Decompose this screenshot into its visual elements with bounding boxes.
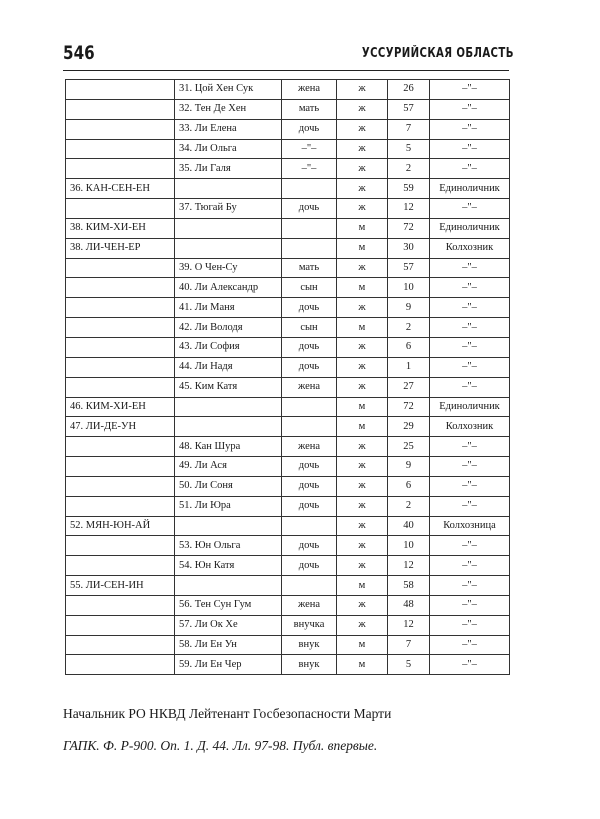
age-cell: 2	[388, 318, 430, 338]
age-cell: 48	[388, 595, 430, 615]
household-head-cell	[66, 318, 175, 338]
household-head-cell	[66, 476, 175, 496]
table-row	[66, 655, 510, 675]
member-name-cell: 35. Ли Галя	[175, 159, 282, 179]
table-row	[66, 556, 510, 576]
family-roster-table	[65, 79, 510, 675]
table-row	[66, 179, 510, 199]
member-name-cell	[175, 516, 282, 536]
relation-cell: мать	[282, 258, 337, 278]
household-head-cell: 55. ЛИ-СЕН-ИН	[66, 576, 175, 596]
relation-cell	[282, 218, 337, 238]
table-row	[66, 417, 510, 437]
member-name-cell	[175, 218, 282, 238]
header-rule	[63, 70, 509, 71]
household-head-cell	[66, 337, 175, 357]
table-row	[66, 476, 510, 496]
age-cell: 12	[388, 199, 430, 219]
relation-cell	[282, 516, 337, 536]
occupation-cell: –"–	[430, 536, 510, 556]
relation-cell: сын	[282, 318, 337, 338]
table-row	[66, 119, 510, 139]
relation-cell: –"–	[282, 159, 337, 179]
sex-cell: ж	[337, 595, 388, 615]
table-row	[66, 80, 510, 100]
age-cell: 30	[388, 238, 430, 258]
age-cell: 58	[388, 576, 430, 596]
member-name-cell	[175, 179, 282, 199]
household-head-cell	[66, 258, 175, 278]
age-cell: 57	[388, 99, 430, 119]
table-row	[66, 159, 510, 179]
occupation-cell: –"–	[430, 258, 510, 278]
household-head-cell	[66, 159, 175, 179]
sex-cell: ж	[337, 496, 388, 516]
age-cell: 5	[388, 139, 430, 159]
occupation-cell: –"–	[430, 159, 510, 179]
running-title: УССУРИЙСКАЯ ОБЛАСТЬ	[362, 46, 514, 61]
table-row	[66, 318, 510, 338]
occupation-cell: –"–	[430, 139, 510, 159]
member-name-cell: 56. Тен Сун Гум	[175, 595, 282, 615]
relation-cell: дочь	[282, 556, 337, 576]
member-name-cell: 59. Ли Ен Чер	[175, 655, 282, 675]
occupation-cell: –"–	[430, 199, 510, 219]
sex-cell: ж	[337, 615, 388, 635]
relation-cell: дочь	[282, 357, 337, 377]
relation-cell: внучка	[282, 615, 337, 635]
age-cell: 1	[388, 357, 430, 377]
member-name-cell: 51. Ли Юра	[175, 496, 282, 516]
signature-line: Начальник РО НКВД Лейтенант Госбезопасности Марти	[63, 706, 392, 721]
occupation-cell: –"–	[430, 635, 510, 655]
sex-cell: м	[337, 655, 388, 675]
sex-cell: м	[337, 576, 388, 596]
table-row	[66, 337, 510, 357]
table-row	[66, 238, 510, 258]
household-head-cell	[66, 119, 175, 139]
sex-cell: ж	[337, 199, 388, 219]
sex-cell: ж	[337, 516, 388, 536]
age-cell: 27	[388, 377, 430, 397]
table-body	[66, 80, 510, 675]
sex-cell: ж	[337, 536, 388, 556]
relation-cell: жена	[282, 80, 337, 100]
member-name-cell: 53. Юн Ольга	[175, 536, 282, 556]
household-head-cell	[66, 99, 175, 119]
household-head-cell	[66, 139, 175, 159]
household-head-cell: 46. КИМ-ХИ-ЕН	[66, 397, 175, 417]
member-name-cell: 34. Ли Ольга	[175, 139, 282, 159]
age-cell: 10	[388, 536, 430, 556]
age-cell: 6	[388, 337, 430, 357]
sex-cell: м	[337, 238, 388, 258]
sex-cell: ж	[337, 377, 388, 397]
relation-cell	[282, 179, 337, 199]
sex-cell: ж	[337, 457, 388, 477]
household-head-cell: 47. ЛИ-ДЕ-УН	[66, 417, 175, 437]
table-row	[66, 199, 510, 219]
occupation-cell: –"–	[430, 377, 510, 397]
occupation-cell: –"–	[430, 576, 510, 596]
table-row	[66, 615, 510, 635]
member-name-cell	[175, 238, 282, 258]
sex-cell: ж	[337, 437, 388, 457]
relation-cell: жена	[282, 595, 337, 615]
relation-cell: дочь	[282, 457, 337, 477]
sex-cell: м	[337, 278, 388, 298]
member-name-cell: 43. Ли София	[175, 337, 282, 357]
occupation-cell: –"–	[430, 318, 510, 338]
occupation-cell: Единоличник	[430, 179, 510, 199]
table-row	[66, 437, 510, 457]
age-cell: 72	[388, 397, 430, 417]
relation-cell: дочь	[282, 298, 337, 318]
relation-cell: дочь	[282, 119, 337, 139]
source-citation: ГАПК. Ф. Р-900. Оп. 1. Д. 44. Лл. 97-98. Публ. впервые.	[63, 738, 378, 753]
sex-cell: ж	[337, 298, 388, 318]
member-name-cell: 41. Ли Маня	[175, 298, 282, 318]
member-name-cell: 44. Ли Надя	[175, 357, 282, 377]
age-cell: 25	[388, 437, 430, 457]
member-name-cell: 39. О Чен-Су	[175, 258, 282, 278]
member-name-cell: 32. Тен Де Хен	[175, 99, 282, 119]
table-row	[66, 99, 510, 119]
occupation-cell: –"–	[430, 476, 510, 496]
household-head-cell	[66, 357, 175, 377]
member-name-cell: 40. Ли Александр	[175, 278, 282, 298]
table-row	[66, 635, 510, 655]
household-head-cell	[66, 615, 175, 635]
sex-cell: ж	[337, 119, 388, 139]
relation-cell	[282, 238, 337, 258]
sex-cell: ж	[337, 337, 388, 357]
member-name-cell: 42. Ли Володя	[175, 318, 282, 338]
occupation-cell: –"–	[430, 278, 510, 298]
age-cell: 2	[388, 159, 430, 179]
age-cell: 9	[388, 457, 430, 477]
table-row	[66, 139, 510, 159]
household-head-cell	[66, 556, 175, 576]
relation-cell: внук	[282, 635, 337, 655]
age-cell: 72	[388, 218, 430, 238]
sex-cell: ж	[337, 159, 388, 179]
relation-cell	[282, 397, 337, 417]
occupation-cell: Колхозница	[430, 516, 510, 536]
household-head-cell: 38. КИМ-ХИ-ЕН	[66, 218, 175, 238]
relation-cell: –"–	[282, 139, 337, 159]
age-cell: 7	[388, 635, 430, 655]
household-head-cell: 38. ЛИ-ЧЕН-ЕР	[66, 238, 175, 258]
relation-cell: внук	[282, 655, 337, 675]
age-cell: 12	[388, 615, 430, 635]
relation-cell	[282, 417, 337, 437]
relation-cell: дочь	[282, 337, 337, 357]
member-name-cell: 50. Ли Соня	[175, 476, 282, 496]
table-row	[66, 357, 510, 377]
relation-cell: жена	[282, 377, 337, 397]
occupation-cell: –"–	[430, 496, 510, 516]
member-name-cell: 45. Ким Катя	[175, 377, 282, 397]
relation-cell: сын	[282, 278, 337, 298]
household-head-cell	[66, 298, 175, 318]
member-name-cell: 54. Юн Катя	[175, 556, 282, 576]
age-cell: 9	[388, 298, 430, 318]
household-head-cell	[66, 199, 175, 219]
occupation-cell: –"–	[430, 80, 510, 100]
sex-cell: м	[337, 397, 388, 417]
sex-cell: ж	[337, 258, 388, 278]
age-cell: 26	[388, 80, 430, 100]
occupation-cell: Колхозник	[430, 238, 510, 258]
member-name-cell: 33. Ли Елена	[175, 119, 282, 139]
sex-cell: ж	[337, 99, 388, 119]
age-cell: 7	[388, 119, 430, 139]
sex-cell: м	[337, 318, 388, 338]
household-head-cell	[66, 80, 175, 100]
member-name-cell: 31. Цой Хен Сук	[175, 80, 282, 100]
sex-cell: м	[337, 218, 388, 238]
relation-cell: жена	[282, 437, 337, 457]
table-row	[66, 536, 510, 556]
member-name-cell: 57. Ли Ок Хе	[175, 615, 282, 635]
member-name-cell: 49. Ли Ася	[175, 457, 282, 477]
household-head-cell	[66, 457, 175, 477]
table-row	[66, 377, 510, 397]
member-name-cell: 48. Кан Шура	[175, 437, 282, 457]
sex-cell: ж	[337, 80, 388, 100]
occupation-cell: –"–	[430, 595, 510, 615]
member-name-cell	[175, 417, 282, 437]
occupation-cell: –"–	[430, 337, 510, 357]
sex-cell: ж	[337, 357, 388, 377]
table-row	[66, 278, 510, 298]
occupation-cell: –"–	[430, 357, 510, 377]
household-head-cell	[66, 496, 175, 516]
occupation-cell: Единоличник	[430, 218, 510, 238]
table-row	[66, 496, 510, 516]
occupation-cell: –"–	[430, 556, 510, 576]
occupation-cell: Колхозник	[430, 417, 510, 437]
occupation-cell: –"–	[430, 298, 510, 318]
table-row	[66, 258, 510, 278]
sex-cell: ж	[337, 139, 388, 159]
relation-cell: мать	[282, 99, 337, 119]
occupation-cell: –"–	[430, 615, 510, 635]
occupation-cell: –"–	[430, 119, 510, 139]
household-head-cell	[66, 595, 175, 615]
occupation-cell: –"–	[430, 655, 510, 675]
age-cell: 2	[388, 496, 430, 516]
member-name-cell	[175, 397, 282, 417]
household-head-cell	[66, 635, 175, 655]
age-cell: 12	[388, 556, 430, 576]
table-row	[66, 218, 510, 238]
table-row	[66, 397, 510, 417]
household-head-cell: 36. КАН-СЕН-ЕН	[66, 179, 175, 199]
age-cell: 40	[388, 516, 430, 536]
relation-cell	[282, 576, 337, 596]
sex-cell: ж	[337, 179, 388, 199]
member-name-cell: 37. Тюгай Бу	[175, 199, 282, 219]
page-number: 546	[63, 42, 95, 64]
member-name-cell: 58. Ли Ен Ун	[175, 635, 282, 655]
relation-cell: дочь	[282, 536, 337, 556]
age-cell: 5	[388, 655, 430, 675]
sex-cell: м	[337, 635, 388, 655]
household-head-cell: 52. МЯН-ЮН-АЙ	[66, 516, 175, 536]
household-head-cell	[66, 437, 175, 457]
occupation-cell: Единоличник	[430, 397, 510, 417]
household-head-cell	[66, 536, 175, 556]
age-cell: 29	[388, 417, 430, 437]
age-cell: 6	[388, 476, 430, 496]
occupation-cell: –"–	[430, 437, 510, 457]
sex-cell: м	[337, 417, 388, 437]
household-head-cell	[66, 278, 175, 298]
age-cell: 10	[388, 278, 430, 298]
age-cell: 59	[388, 179, 430, 199]
sex-cell: ж	[337, 476, 388, 496]
table-row	[66, 516, 510, 536]
relation-cell: дочь	[282, 496, 337, 516]
sex-cell: ж	[337, 556, 388, 576]
relation-cell: дочь	[282, 199, 337, 219]
household-head-cell	[66, 655, 175, 675]
occupation-cell: –"–	[430, 457, 510, 477]
occupation-cell: –"–	[430, 99, 510, 119]
member-name-cell	[175, 576, 282, 596]
table-row	[66, 595, 510, 615]
age-cell: 57	[388, 258, 430, 278]
table-row	[66, 576, 510, 596]
relation-cell: дочь	[282, 476, 337, 496]
household-head-cell	[66, 377, 175, 397]
table-row	[66, 298, 510, 318]
table-row	[66, 457, 510, 477]
